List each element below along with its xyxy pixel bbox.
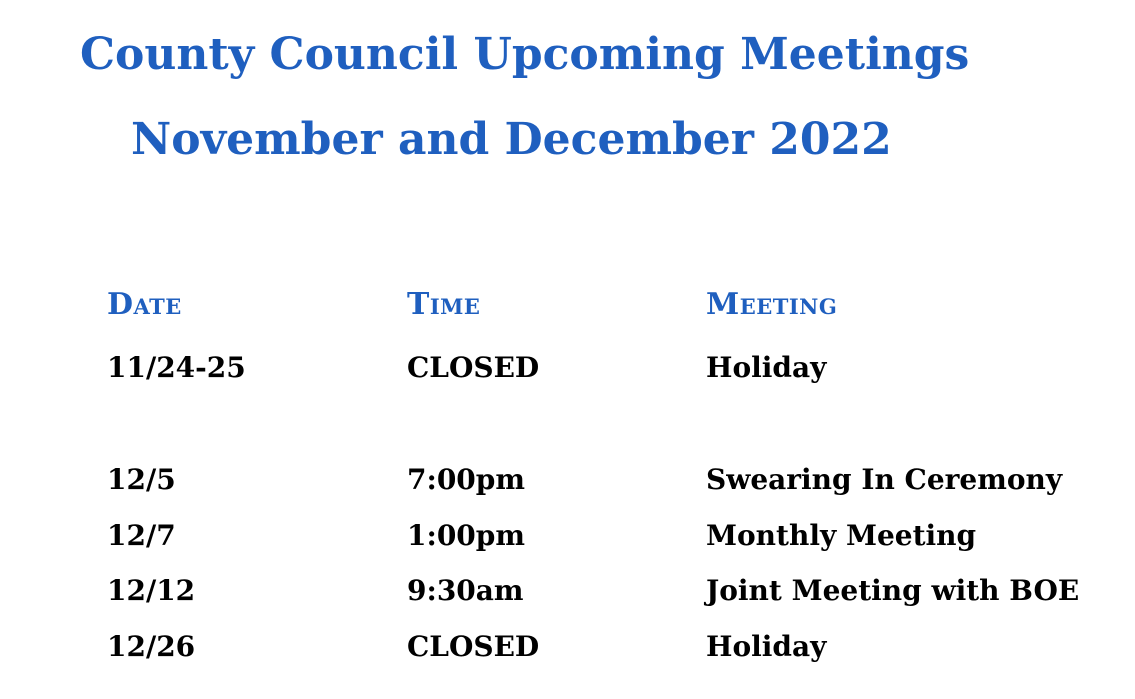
column-header-date: Date <box>107 287 182 322</box>
row-meeting: Joint Meeting with BOE <box>706 574 1080 607</box>
row-date: 11/24-25 <box>107 351 246 384</box>
table-row <box>0 630 1135 669</box>
row-meeting: Monthly Meeting <box>706 519 977 552</box>
table-row <box>0 519 1135 558</box>
table-row <box>0 463 1135 502</box>
row-date: 12/7 <box>107 519 176 552</box>
row-time: 1:00pm <box>407 519 525 552</box>
column-header-time: Time <box>407 287 481 322</box>
row-meeting: Swearing In Ceremony <box>706 463 1063 496</box>
table-row <box>0 351 1135 390</box>
row-time: 9:30am <box>407 574 524 607</box>
row-time: CLOSED <box>407 630 540 663</box>
table-row <box>0 574 1135 613</box>
page-title: County Council Upcoming Meetings <box>80 29 970 80</box>
row-meeting: Holiday <box>706 630 827 663</box>
row-meeting: Holiday <box>706 351 827 384</box>
row-date: 12/26 <box>107 630 196 663</box>
page-subtitle: November and December 2022 <box>131 114 892 165</box>
row-time: 7:00pm <box>407 463 525 496</box>
row-date: 12/12 <box>107 574 196 607</box>
row-date: 12/5 <box>107 463 176 496</box>
column-header-meeting: Meeting <box>706 287 838 322</box>
row-time: CLOSED <box>407 351 540 384</box>
